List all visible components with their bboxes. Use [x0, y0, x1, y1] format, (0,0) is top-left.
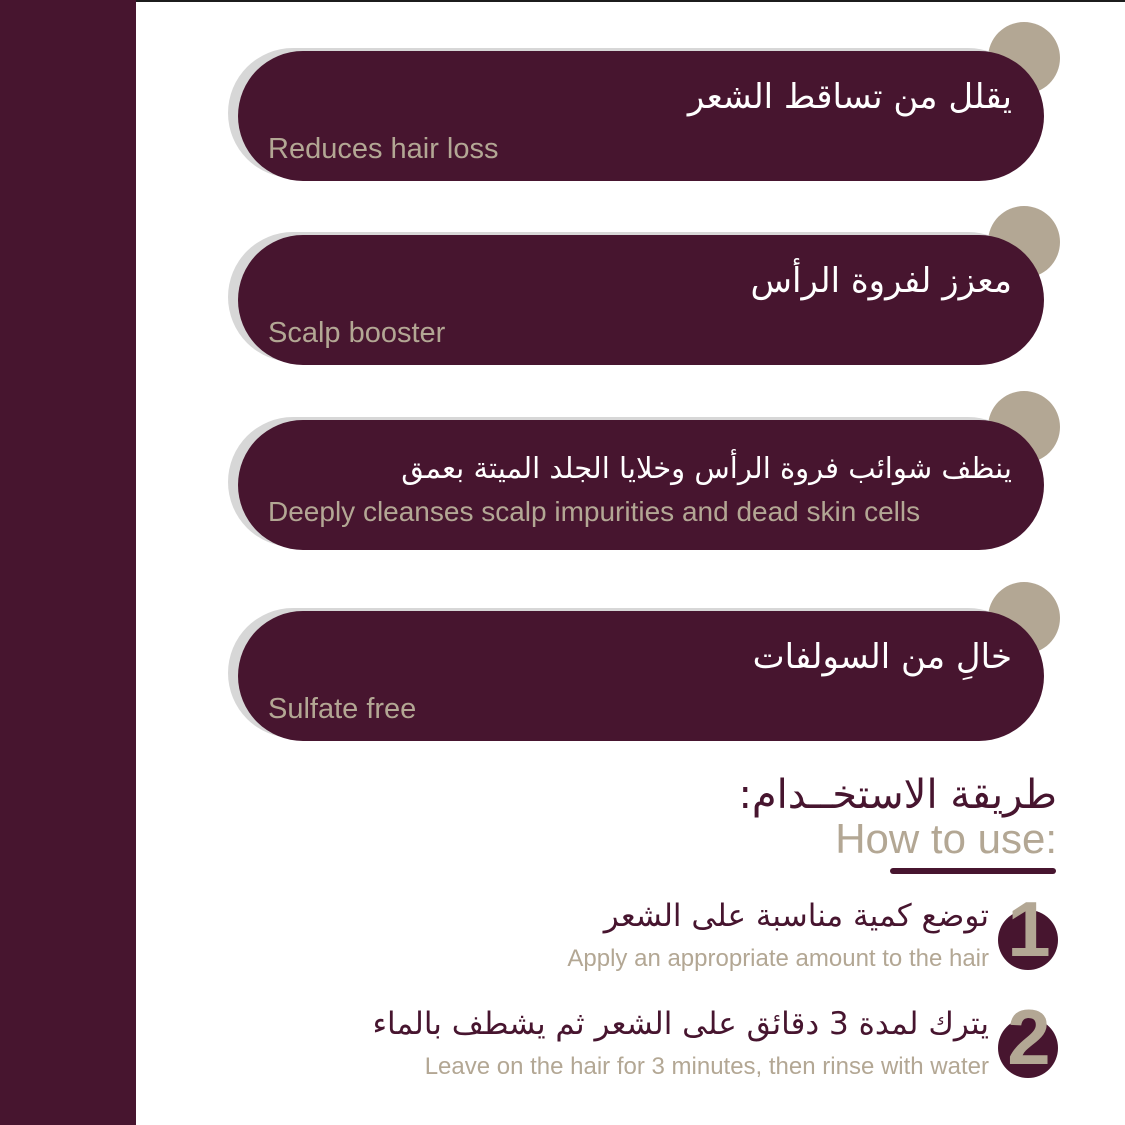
benefit-card-hair-loss: [228, 22, 1060, 174]
benefit-card-deep-cleanse: [228, 391, 1060, 543]
benefit-card-body: [238, 420, 1044, 550]
benefit-text-en: Reduces hair loss: [268, 133, 499, 165]
step-1-text-en: Apply an appropriate amount to the hair: [567, 945, 989, 972]
usage-title-underline: [890, 868, 1056, 874]
benefit-text-en: Deeply cleanses scalp impurities and dead skin cells: [268, 496, 921, 527]
benefit-text-ar: خالِ من السولفات: [752, 637, 1012, 677]
benefit-text-ar: يقلل من تساقط الشعر: [687, 77, 1012, 117]
benefit-text-ar: ينظف شوائب فروة الرأس وخلايا الجلد الميتة بعمق: [401, 451, 1012, 485]
step-1-number: 1: [1007, 885, 1051, 973]
benefit-card-sulfate-free: [228, 582, 1060, 734]
step-1-text-ar: توضع كمية مناسبة على الشعر: [603, 898, 989, 934]
benefit-card-scalp-booster: [228, 206, 1060, 358]
step-2-text-en: Leave on the hair for 3 minutes, then rinse with water: [424, 1053, 989, 1080]
benefit-text-en: Sulfate free: [268, 693, 417, 725]
usage-title-en: How to use:: [835, 815, 1057, 862]
step-2-badge: [998, 993, 1058, 1081]
top-border-line: [0, 0, 1125, 2]
benefit-card-body: [238, 611, 1044, 741]
benefit-text-en: Scalp booster: [268, 317, 446, 349]
step-2-number: 2: [1007, 993, 1051, 1081]
side-color-bar: [0, 0, 136, 1125]
usage-title-ar: طريقة الاستخــدام:: [738, 772, 1057, 818]
step-2-text-ar: يترك لمدة 3 دقائق على الشعر ثم يشطف بالماء: [372, 1006, 989, 1042]
benefit-text-ar: معزز لفروة الرأس: [750, 261, 1012, 301]
benefit-card-body: [238, 51, 1044, 181]
step-1-badge: [998, 885, 1058, 973]
benefit-card-body: [238, 235, 1044, 365]
